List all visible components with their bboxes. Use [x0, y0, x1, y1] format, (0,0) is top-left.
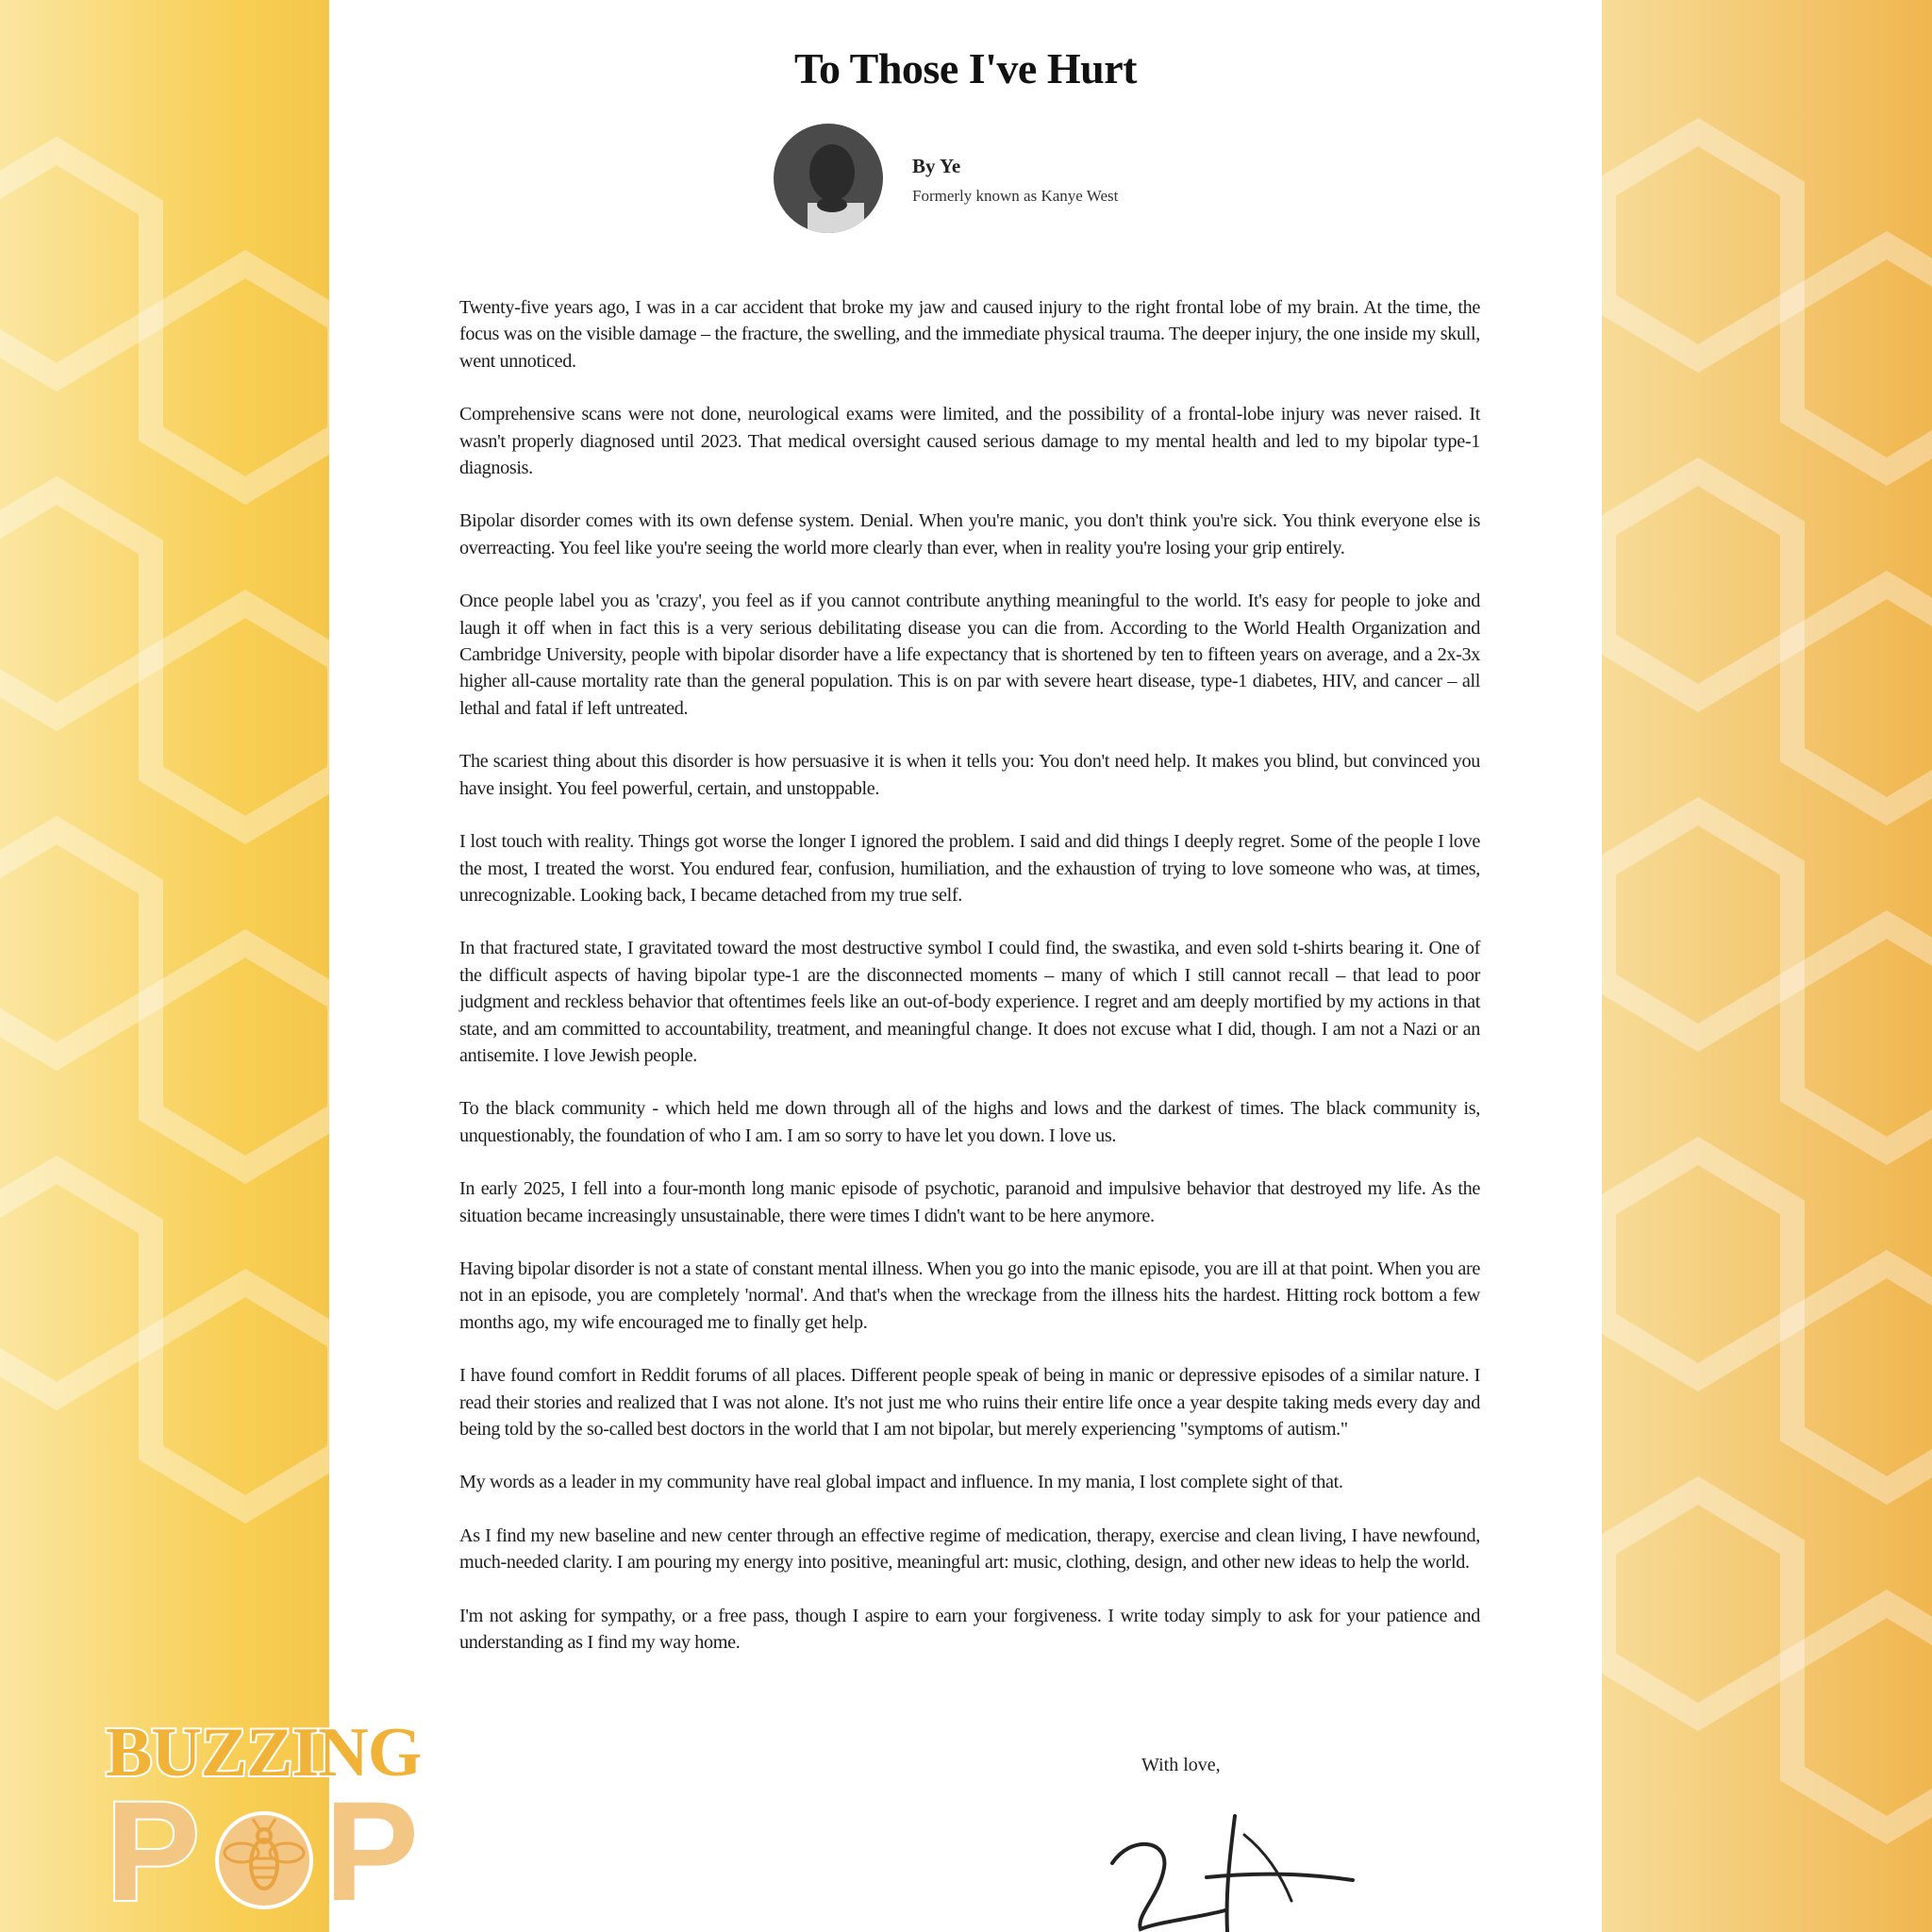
letter-page — [329, 0, 1602, 1932]
signature — [1065, 1797, 1367, 1932]
paragraph: My words as a leader in my community have real global impact and influence. In my mania, I lost complete sight of that. — [459, 1472, 1343, 1493]
author-note: Formerly known as Kanye West — [912, 187, 1119, 205]
logo-wordmark-top: BUZZING — [106, 1714, 422, 1791]
logo-letter-p-right: P — [325, 1772, 420, 1930]
paragraph: To the black community - which held me down through all of the highs and lows and the darkest of times. The black community is, unquestionably, the foundation of who I am. I am so sorry to have let you down. I love us. — [459, 1098, 1480, 1146]
paragraph: As I find my new baseline and new center through an effective regime of medication, therapy, exercise and clean living, I have newfound, much-needed clarity. I am pouring my energy into positive, meaningful art: music, clothing, design, and other new ideas to help the world. — [459, 1524, 1480, 1574]
paragraph: Once people label you as 'crazy', you feel as if you cannot contribute anything meaningful to the world. It's easy for people to joke and laugh it off when in fact this is a very serious debilitating disease you can die from. According to the World Health Organization and Cambridge University, people with bipolar disorder have a life expectancy that is shortened by ten to fifteen years on average, and a 2x-3x higher all-cause mortality rate than the general population. This is on par with severe heart disease, type-1 diabetes, HIV, and cancer – all lethal and fatal if left untreated. — [459, 591, 1480, 719]
closing-text: With love, — [1141, 1755, 1221, 1775]
paragraph: Comprehensive scans were not done, neurological exams were limited, and the possibility of a frontal-lobe injury was never raised. It wasn't properly diagnosed until 2023. That medical oversight caused serious damage to my mental health and led to my bipolar type-1 diagnosis. — [459, 404, 1480, 479]
letter-title: To Those I've Hurt — [794, 44, 1137, 92]
paragraph: Bipolar disorder comes with its own defense system. Denial. When you're manic, you don't think you're sick. You think everyone else is overreacting. You feel like you're seeing the world more clearly than ever, when in reality you're losing your grip entirely. — [459, 510, 1480, 558]
paragraph: Having bipolar disorder is not a state of constant mental illness. When you go into the manic episode, you are ill at that point. When you are not in an episode, you are completely 'normal'. And that's when the wreckage from the illness hits the hardest. Hitting rock bottom a few months ago, my wife encouraged me to finally get help. — [459, 1257, 1480, 1333]
logo-letter-p-left: P — [106, 1772, 201, 1930]
author-avatar — [774, 124, 883, 233]
paragraph: In early 2025, I fell into a four-month long manic episode of psychotic, paranoid and impulsive behavior that destroyed my life. As the situation became increasingly unsustainable, there were times I didn't want to be here anymore. — [459, 1178, 1480, 1226]
paragraph: I lost touch with reality. Things got worse the longer I ignored the problem. I said and did things I deeply regret. Some of the people I love the most, I treated the worst. You endured fear, confusion, humiliation, and the exhaustion of trying to love someone who was, at times, unrecognizable. Looking back, I became detached from my true self. — [459, 831, 1480, 906]
letter-body — [459, 294, 1480, 1682]
bee-icon — [208, 1806, 321, 1909]
paragraph: Twenty-five years ago, I was in a car accident that broke my jaw and caused injury to the right frontal lobe of my brain. At the time, the focus was on the visible damage – the fracture, the swelling, and the immediate physical trauma. The deeper injury, the one inside my skull, went unnoticed. — [459, 297, 1480, 372]
paragraph: I have found comfort in Reddit forums of all places. Different people speak of being in manic or depressive episodes of a similar nature. I read their stories and realized that I was not alone. It's not just me who ruins their entire life once a year despite taking meds every day and being told by the so-called best doctors in the world that I am not bipolar, but merely experiencing "symptoms of autism." — [459, 1365, 1480, 1440]
paragraph: The scariest thing about this disorder is how persuasive it is when it tells you: You don't need help. It makes you blind, but convinced you have insight. You feel powerful, certain, and unstoppable. — [459, 751, 1480, 799]
paragraph: In that fractured state, I gravitated toward the most destructive symbol I could find, the swastika, and even sold t-shirts bearing it. One of the difficult aspects of having bipolar type-1 are the disconnected moments – many of which I still cannot recall – that lead to poor judgment and reckless behavior that oftentimes feels like an out-of-body experience. I regret and am deeply mortified by my actions in that state, and am committed to accountability, treatment, and meaningful change. It does not excuse what I did, though. I am not a Nazi or an antisemite. I love Jewish people. — [459, 938, 1480, 1066]
buzzing-pop-logo — [106, 1714, 436, 1930]
author-name: By Ye — [912, 155, 961, 177]
paragraph: I'm not asking for sympathy, or a free pass, though I aspire to earn your forgiveness. I write today simply to ask for your patience and understanding as I find my way home. — [459, 1605, 1480, 1654]
